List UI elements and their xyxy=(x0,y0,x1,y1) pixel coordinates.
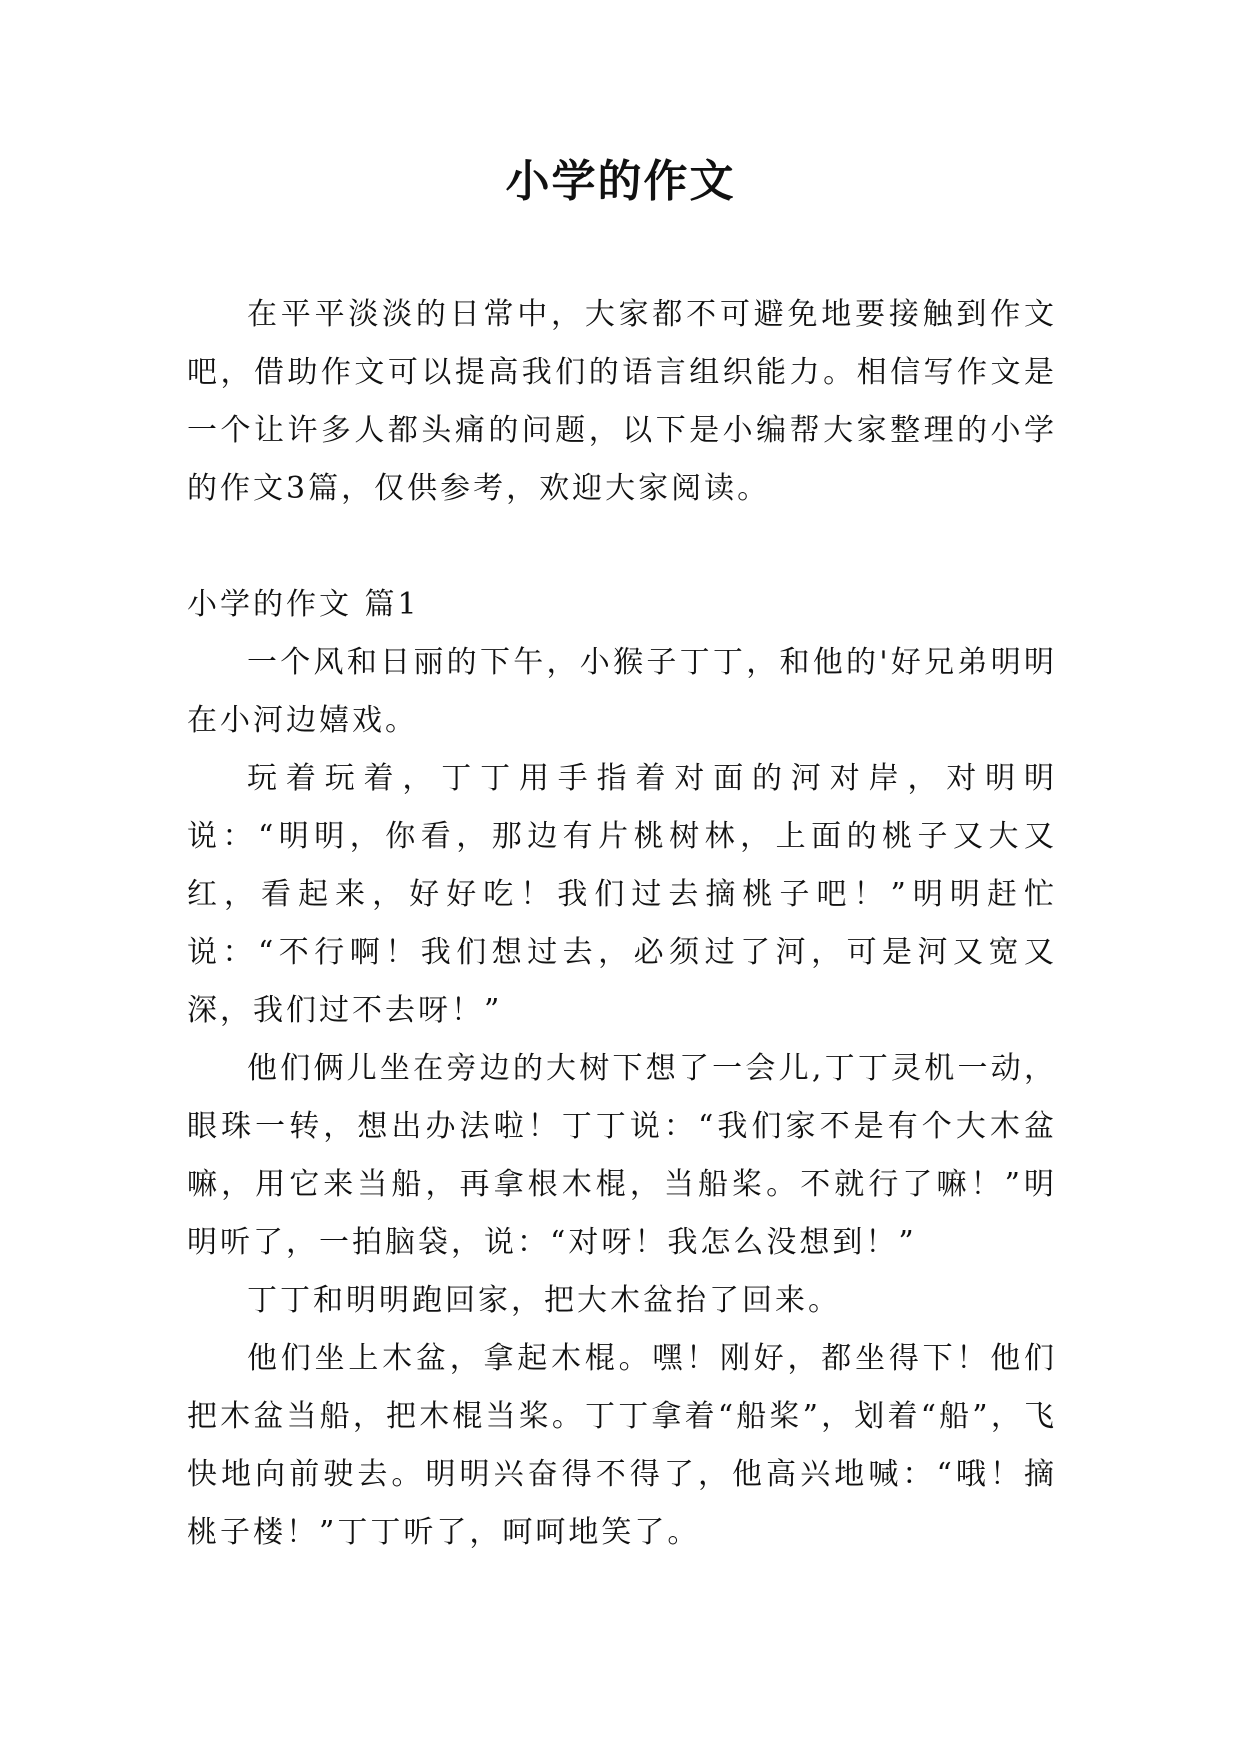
body-paragraph: 他们坐上木盆，拿起木棍。嘿！刚好，都坐得下！他们把木盆当船，把木棍当桨。丁丁拿着“船桨”，划着“船”，飞快地向前驶去。明明兴奋得不得了，他高兴地喊：“哦！摘桃子楼！”丁丁听了，呵呵地笑了。 xyxy=(187,1341,1057,1550)
intro-paragraph: 在平平淡淡的日常中，大家都不可避免地要接触到作文吧，借助作文可以提高我们的语言组织能力。相信写作文是一个让许多人都头痛的问题，以下是小编帮大家整理的小学的作文3篇，仅供参考，欢迎大家阅读。 xyxy=(187,297,1057,506)
document-title: 小学的作文 xyxy=(505,156,736,207)
body-paragraph: 丁丁和明明跑回家，把大木盆抬了回来。 xyxy=(247,1283,841,1318)
section-heading: 小学的作文 篇1 xyxy=(187,587,420,622)
body-paragraph: 玩着玩着，丁丁用手指着对面的河对岸，对明明说：“明明，你看，那边有片桃树林，上面的桃子又大又红，看起来，好好吃！我们过去摘桃子吧！”明明赶忙说：“不行啊！我们想过去，必须过了河，可是河又宽又深，我们过不去呀！” xyxy=(187,761,1057,1028)
body-paragraph: 一个风和日丽的下午，小猴子丁丁，和他的'好兄弟明明在小河边嬉戏。 xyxy=(187,645,1057,738)
body-paragraph: 他们俩儿坐在旁边的大树下想了一会儿,丁丁灵机一动，眼珠一转，想出办法啦！丁丁说：“我们家不是有个大木盆嘛，用它来当船，再拿根木棍，当船桨。不就行了嘛！”明明听了，一拍脑袋，说：“对呀！我怎么没想到！” xyxy=(187,1051,1057,1260)
document-body xyxy=(187,286,1057,1562)
